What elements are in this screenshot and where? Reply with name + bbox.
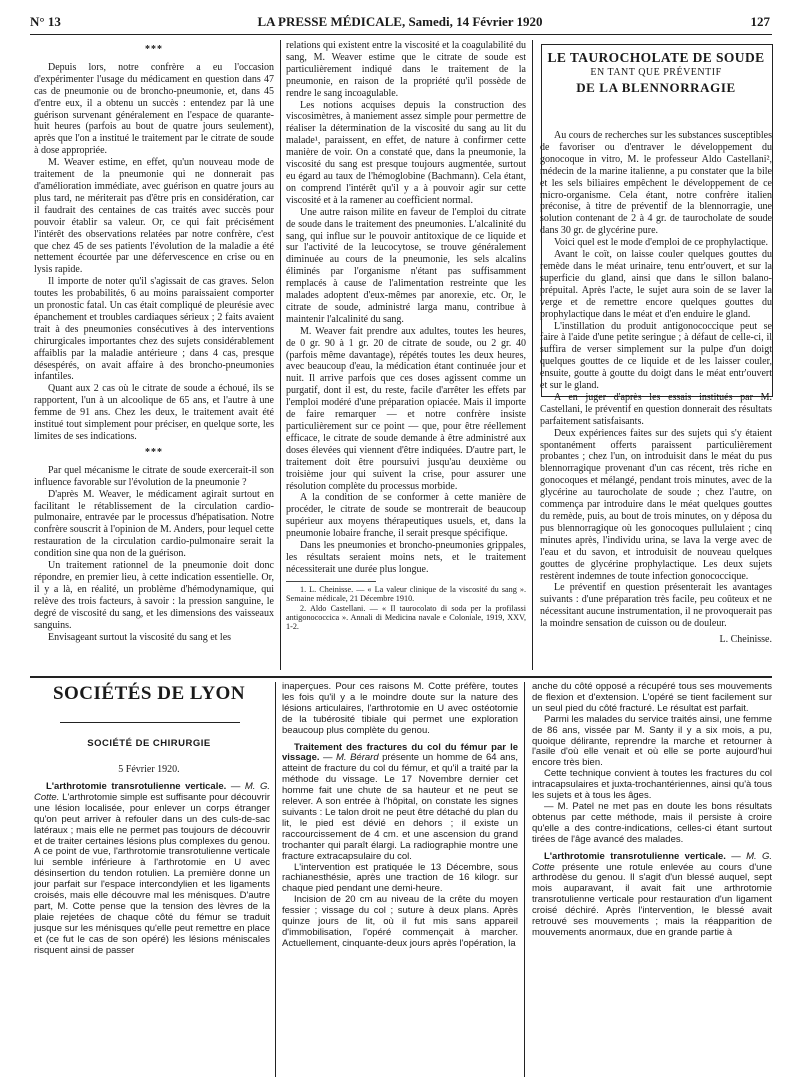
communication-author: — M. Bérard — [319, 752, 379, 764]
paragraph: L'intervention est pratiquée le 13 Décembre, sous rachianesthésie, après une traction de 16 kilogr. sur chaque pied pendant une demi-heure. — [282, 861, 518, 895]
page-number: 127 — [750, 14, 770, 29]
paragraph: D'après M. Weaver, le médicament agirait surtout en facilitant le rétablissement de la circulation cardio-pulmonaire, entravée par le processus d'hépatisation. Notre confrère souscrit à l'opinion de M. Anders, pour lequel cette restauration de la circulation cardio-pulmonaire serait la condition sine qua non de la guérison. — [34, 488, 274, 560]
article-title-line-3: DE LA BLENNORRAGIE — [576, 80, 736, 95]
lyon-column-1 — [34, 782, 270, 1078]
communication-text: présente un homme de 64 ans, atteint de fracture du col du fémur, et qu'il a traité par la méthode du vissage. Le 17 Novembre dernier cet homme fait une chute de sa hauteur et ne peut se relever. A son entrée à l'hôpital, on constate les signes suivants : Le talon droit ne peut être détaché du plan du lit, le pied est dévié en dehors ; il existe un raccourcissement de 4 cm. et une ascension du grand trochanter qui paraît élargi. La radiographie montre une fracture extracapsulaire du col. — [282, 752, 518, 862]
paragraph: L'instillation du produit antigonococcique peut se faire à l'aide d'une petite seringue ; à défaut de celle-ci, il suffira de verser simplement sur la pulpe d'un doigt quelques gouttes de ce liquide et de les laisser couler, ensuite, goutte à goutte du doigt dans le méat entr'ouvert et sur le gland. — [540, 320, 772, 392]
society-name: SOCIÉTÉ DE CHIRURGIE — [87, 738, 211, 749]
column-divider-4 — [524, 682, 525, 1077]
author-signature: L. Cheinisse. — [719, 634, 772, 646]
lyon-column-2 — [282, 682, 518, 1078]
paragraph: A la condition de se conformer à cette manière de procéder, le citrate de soude se montrerait de beaucoup supérieur aux moyens thérapeutiques usuels, et, dans la pneumonie lobaire franche, il serait presque spécifique. — [286, 492, 526, 540]
heading-underline — [60, 722, 240, 723]
footnote-rule — [286, 581, 376, 582]
paragraph: Quant aux 2 cas où le citrate de soude a échoué, ils se rapportent, l'un à un alcoolique de 65 ans, et l'autre à une femme de 91 ans. Chez les deux, le traitement avait été institué tout simplement pour préciser, en quelque sorte, les limites de ses indications. — [34, 383, 274, 442]
paragraph: Il importe de noter qu'il s'agissait de cas graves. Selon toutes les probabilités, 6 au moins paraissaient comporter un pronostic fatal. Un cas était compliqué de pleurésie avec épanchement et troubles cardiaques sérieux ; 2 faits avaient trait à des pneumonies consécutives à des interventions chirurgicales importantes chez des sujets considérablement affaiblis par la maladie antérieure ; dans 4 cas, presque désespérés, on avait affaire à des broncho-pneumonies infantiles. — [34, 276, 274, 383]
paragraph: Incision de 20 cm au niveau de la crête du moyen fessier ; vissage du col ; suture à deux plans. Après quinze jours de lit, où il fut mis sans appareil d'immobilisation, l'opéré commençait à marcher. Actuellement, cinquante-deux jours après l'opération, la — [282, 894, 518, 949]
paragraph: inaperçues. Pour ces raisons M. Cotte préfère, toutes les fois qu'il y a le moindre doute sur la nature des lésions articulaires, l'arthrotomie en U avec ostéotomie de la tubérosité tibiale qui permet une exploration beaucoup plus complète du genou. — [282, 682, 518, 736]
paragraph: Parmi les malades du service traités ainsi, une femme de 86 ans, vissée par M. Santy il y a six mois, a pu, quoique délirante, reprendre la marche et retourner à l'asile d'où elle venait et où elle se porte aujourd'hui encore très bien. — [532, 713, 772, 769]
article-column-1 — [34, 40, 274, 672]
asterism-middle: *** — [145, 446, 163, 458]
paragraph: A en juger d'après les essais institués par M. Castellani, le préventif en question donnerait des résultats parfaitement satisfaisants. — [540, 391, 772, 427]
article-column-2 — [286, 40, 526, 672]
paragraph: Une autre raison milite en faveur de l'emploi du citrate de soude dans le traitement des pneumonies. L'alcalinité du sang, qui influe sur le pouvoir antitoxique de ce liquide et sur l'activité de la leucocytose, se trouve généralement diminuée au cours de la pneumonie, les sels alcalins éliminés par l'organisme n'étant pas suffisamment remplacés à cause de l'alimentation restreinte que les malades adoptent d'eux-mêmes par anorexie, etc. Or, le citrate de soude, administré larga manu, contribue à maintenir l'alcalinité du sang. — [286, 206, 526, 325]
lyon-column-3 — [532, 682, 772, 1078]
paragraph: Par quel mécanisme le citrate de soude exercerait-il son influence favorable sur l'évolution de la pneumonie ? — [34, 464, 274, 488]
communication-text: présente une rotule enlevée au cours d'une arthrodèse du genou. Il s'agit d'un blessé auquel, sept mois auparavant, il avait fait une arthrotomie transrotulienne verticale pour restauration d'un ligament croisé déchiré. Après l'intervention, le blessé avait retrouvé ses mouvements ; mais la réapparition de mouvements anormaux, due en grande partie à — [532, 861, 772, 938]
section-heading: SOCIÉTÉS DE LYON — [52, 683, 246, 704]
paragraph: Envisageant surtout la viscosité du sang et les — [48, 631, 232, 643]
paragraph: M. Weaver estime, en effet, qu'un nouveau mode de traitement de la pneumonie qui ne donnerait pas d'amélioration immédiate, avec guérison en quatre jours au plus tard, ne mériterait pas d'être pris en considération, car il faudrait des centaines de cas traités avec succès pour pouvoir établir sa valeur. Or, ce qui fait précisément l'intérêt des observations relatées par notre confrère, c'est que chez 45 de ses patients l'évolution de la maladie a été nettement écourtée par une défervescence en crise ou en lysis rapide. — [34, 157, 274, 276]
column-divider-3 — [275, 682, 276, 1077]
footnote: 1. L. Cheinisse. — « La valeur clinique de la viscosité du sang ». Semaine médicale, 21 Décembre 1910. — [286, 584, 526, 604]
paragraph: Voici quel est le mode d'emploi de ce prophylactique. — [554, 237, 769, 249]
communication-author: — M. G. Cotte. — [34, 782, 270, 803]
communication-author: — M. G. Cotte — [532, 850, 772, 873]
paragraph: Dans les pneumonies et broncho-pneumonies grippales, les résultats seraient moins nets, et le traitement nécessiterait une durée plus longue. — [286, 540, 526, 575]
journal-title: LA PRESSE MÉDICALE, Samedi, 14 Février 1920 — [257, 14, 543, 29]
paragraph: Avant le coït, on laisse couler quelques gouttes du remède dans le méat urinaire, tenu entr'ouvert, et sur la superficie du gland, ainsi que dans le sillon balano-prépuital. Après l'acte, le sujet aura soin de se laver la verge et de remettre encore quelques gouttes du prophylactique dans le méat et d'en enduire le gland. — [540, 249, 772, 320]
header-rule — [30, 34, 772, 35]
asterism-top: *** — [145, 44, 163, 55]
paragraph: M. Weaver fait prendre aux adultes, toutes les heures, de 0 gr. 90 à 1 gr. 20 de citrate de soude, ou 2 gr. 40 (parfois même davantage), répétés toutes les deux heures, avec beaucoup d'eau, la médication étant continuée jour et nuit. Il arrive parfois que ces doses agissent comme un purgatif, dont il est, du reste, facile d'arrêter les effets par l'emploi modéré d'une préparation opiacée. Mais il importe de faire remarquer — et notre confrère insiste particulièrement sur ce point — que, pour être réellement efficace, le citrate de soude demande à être administré aux doses élevées qui viennent d'être indiquées. D'autre part, le traitement doit être poursuivi jusqu'au deuxième ou troisième jour qui suivent la crise, pour assurer une résolution complète du processus morbide. — [286, 325, 526, 492]
communication-title: L'arthrotomie transrotulienne verticale. — [544, 850, 726, 862]
paragraph: anche du côté opposé a récupéré tous ses mouvements de flexion et d'extension. L'opéré se tient facilement sur un seul pied du côté fracturé. Le résultat est parfait. — [532, 682, 772, 714]
footnote: 2. Aldo Castellani. — « Il taurocolato di soda per la profilassi antigonococcica ». Annali di Medicina navale e Coloniale, 1919, XXV, 1-2. — [286, 603, 526, 632]
section-rule — [30, 676, 772, 678]
paragraph: — M. Patel ne met pas en doute les bons résultats obtenus par cette méthode, mais il persiste à croire qu'elle a des contre-indications, celles-ci étant surtout tirées de l'âge avancé des malades. — [532, 800, 772, 845]
communication-title: L'arthrotomie transrotulienne verticale. — [46, 782, 227, 792]
article-title-block — [545, 50, 767, 96]
paragraph: Deux expériences faites sur des sujets qui s'y étaient spontanément offerts paraissent particulièrement probantes ; chez l'un, on introduisit dans le méat du pus blennorragique provenant d'un cas récent, très riche en gonocoques et mélangé, pendant trois minutes, avec de la glycérine au taurocholate de soude ; chez l'autre, on commença par introduire dans le méat quelques gouttes du remède, puis, au bout de trois minutes, on y déposa du pus blennorragique où les gonocoques pullulaient ; cinq minutes après, l'individu urina, se lava la verge avec de l'eau et du savon, et introduisit de nouveau quelques gouttes de glycérine prophylactique. Les deux sujets restèrent indemnes de toute infection gonococcique. — [540, 427, 772, 582]
paragraph: Depuis lors, notre confrère a eu l'occasion d'expérimenter l'usage du médicament en question dans 47 cas de pneumonie ou de broncho-pneumonie, et, dans 45 d'entre eux, il a obtenu un succès : entendez par là une guérison survenant généralement en l'espace de quarante-huit heures (parfois au bout de quatre jours seulement), après que l'on a institué le traitement par le citrate de soude à dose appropriée. — [34, 61, 274, 157]
article-title-line-1: LE TAUROCHOLATE DE SOUDE — [547, 50, 765, 65]
paragraph: Le préventif en question présenterait les avantages suivants : d'une préparation très facile, peu coûteux et ne nécessitant aucune instrumentation, il ne provoquerait pas la moindre sensation de cuisson ou de douleur. — [540, 582, 772, 630]
communication-text: L'arthrotomie simple est suffisante pour découvrir une lésion localisée, pour enlever un corps étranger qu'on peut arriver à refouler dans un des culs-de-sac latéraux ; mais elle ne permet pas toujours de découvrir et de traiter certaines lésions plus complexes du genou. A ce point de vue, l'arthrotomie transrotulienne verticale lui semble inférieure à l'arthrotomie en U avec désinsertion du tendon rotulien. La première donne un jour parfait sur l'espace intercondylien et les ligaments croisés, mais elle découvre mal les ménisques. D'autre part, M. Cotte pense que la tension des lèvres de la plaie rejetées de chaque côté du fémur se traduit jusque sur les ménisques qu'elle peut remettre en place et (ce fut le cas de son opéré) les lésions méniscales risquent ainsi de passer — [34, 791, 270, 956]
communication-title: Traitement des fractures du col du fémur par le vissage. — [282, 741, 518, 764]
page-header — [30, 14, 770, 32]
column-divider-2 — [532, 40, 533, 670]
paragraph: Au cours de recherches sur les substances susceptibles de favoriser ou d'entraver le développement du gonocoque in vitro, M. le professeur Aldo Castellani², médecin de la marine italienne, a pu constater que la bile et les sels biliaires empêchent le développement de ce micro-organisme. Cela étant, notre confrère italien préconise, à titre de préventif de la blennorragie, une solution contenant de 2 à 4 gr. de taurocholate de soude dans 30 gr. de glycérine pure. — [540, 130, 772, 237]
column-divider-1 — [280, 40, 281, 670]
article-title-line-2: EN TANT QUE PRÉVENTIF — [590, 67, 722, 78]
session-date: 5 Février 1920. — [118, 764, 180, 775]
paragraph: relations qui existent entre la viscosité et la coagulabilité du sang, M. Weaver estime que le citrate de soude est particulièrement indiqué dans le traitement de la pneumonie, en raison de la propriété qu'il possède de rendre le sang incoagulable. — [286, 40, 526, 99]
article-column-3 — [540, 130, 772, 675]
issue-number: N° 13 — [30, 14, 61, 29]
paragraph: Les notions acquises depuis la construction des viscosimètres, à maniement assez simple pour permettre de réaliser la détermination de la viscosité du sang au lit du malade¹, paraissent, en effet, de nature à confirmer cette manière de voir. On a constaté que, dans la pneumonie, la viscosité du sang est presque toujours augmentée, surtout eu égard au taux de l'hémoglobine (Bachmann). Cela étant, on comprend l'intérêt qu'il y a à pouvoir agir sur cette viscosité et à la ramener au coefficient normal. — [286, 99, 526, 206]
paragraph: Un traitement rationnel de la pneumonie doit donc répondre, en premier lieu, à cette indication essentielle. Or, il y a là, en réalité, un problème d'hémodynamique, qui relève des trois facteurs, à savoir : la pression sanguine, le degré de viscosité du sang, et les dimensions des vaisseaux sanguins. — [34, 560, 274, 631]
paragraph: Cette technique convient à toutes les fractures du col intracapsulaires et juxta-trochantériennes, ainsi qu'à tous les sujets et à tous les âges. — [532, 768, 772, 802]
